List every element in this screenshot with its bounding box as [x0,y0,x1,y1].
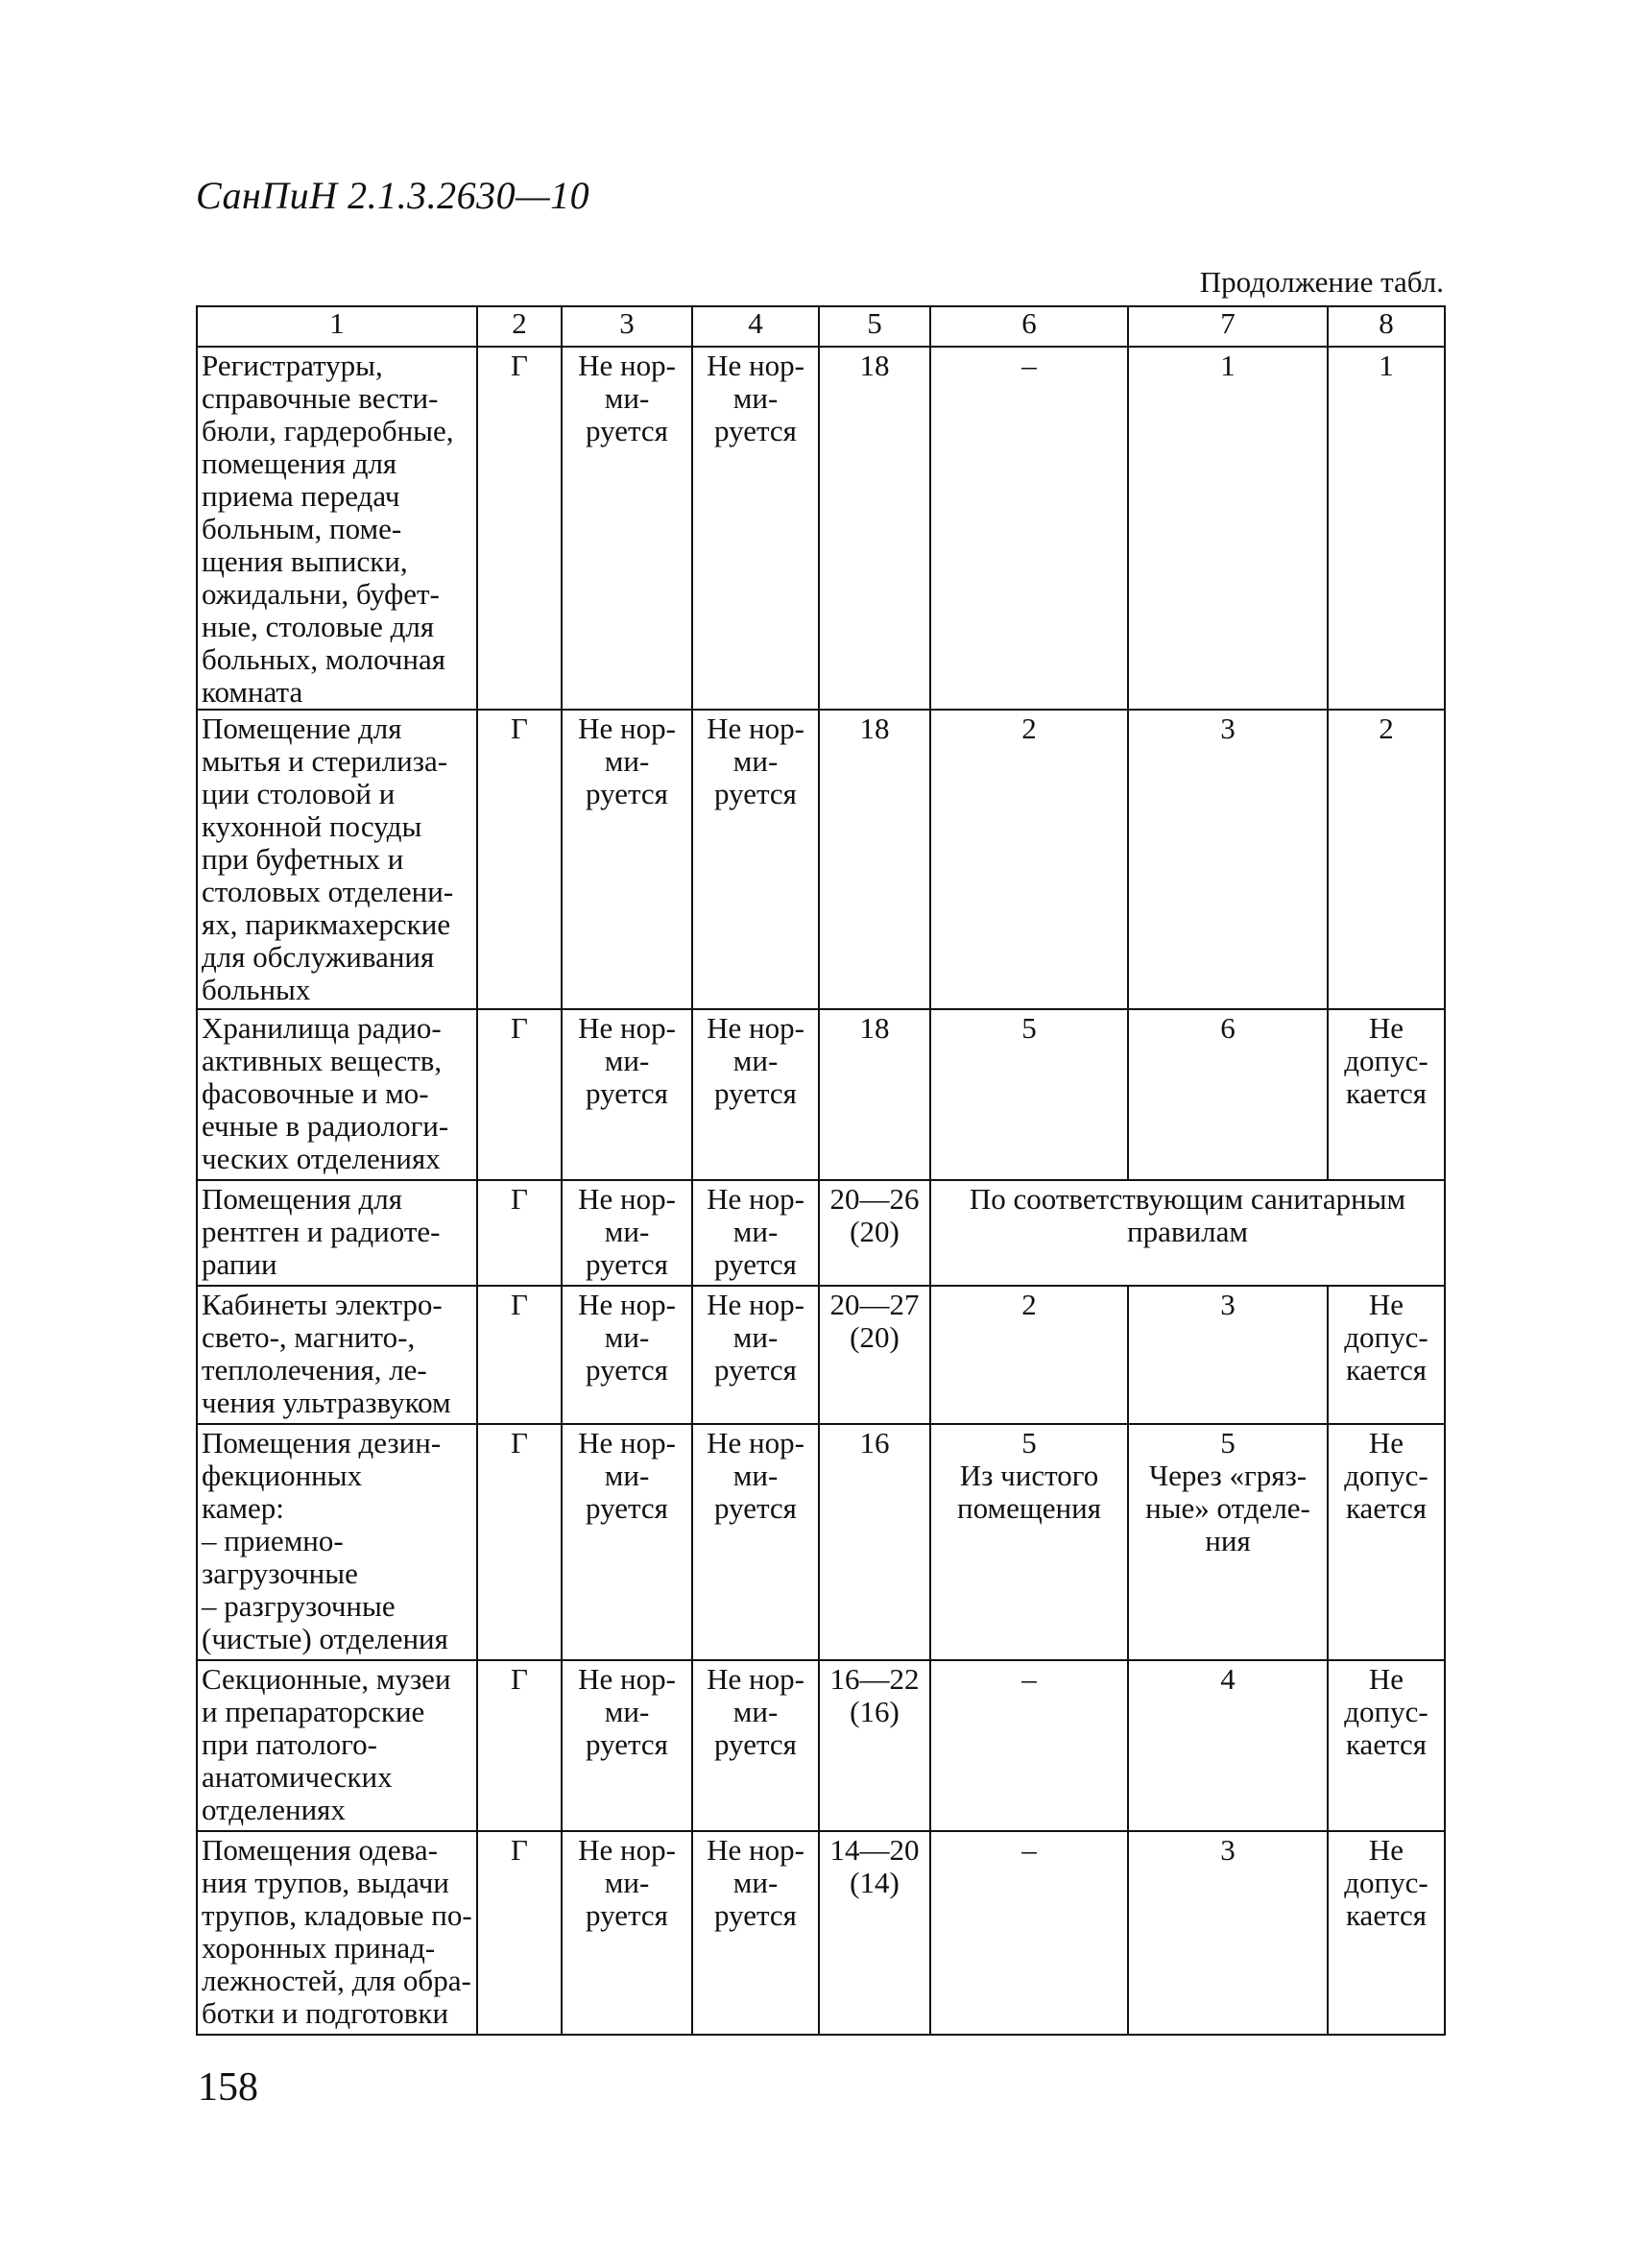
column-number: 7 [1128,306,1328,347]
column-number: 4 [692,306,819,347]
table-cell: Не допус- кается [1328,1660,1445,1831]
table-cell: 16 [819,1424,930,1660]
merged-note-cell: По соответствующим санитарным правилам [930,1180,1445,1286]
table-cell: Не нор- ми- руется [692,1009,819,1180]
table-cell: 18 [819,347,930,710]
table-cell: 14—20 (14) [819,1831,930,2035]
table-row [197,1180,1445,1286]
table-cell: Не нор- ми- руется [562,1424,692,1660]
table-row [197,1424,1445,1660]
table-cell: – [930,1831,1128,2035]
table-row [197,1660,1445,1831]
column-number: 3 [562,306,692,347]
table-cell: 1 [1128,347,1328,710]
table-cell: Г [477,710,562,1009]
table-cell: Не нор- ми- руется [562,1009,692,1180]
table-cell: Не допус- кается [1328,1286,1445,1424]
column-number: 1 [197,306,477,347]
table-cell: Не допус- кается [1328,1424,1445,1660]
room-type-cell: Регистратуры, справочные вести- бюли, гардеробные, помещения для приема передач больным, поме- щения выписки, ожидальни, буфет- ные, столовые для больных, молочная комната [197,347,477,710]
table-cell: Г [477,1286,562,1424]
table-row [197,1831,1445,2035]
table-cell: Не нор- ми- руется [692,347,819,710]
room-type-cell: Помещения одева- ния трупов, выдачи трупов, кладовые по- хоронных принад- лежностей, для обра- ботки и подготовки [197,1831,477,2035]
table-cell: 18 [819,710,930,1009]
table-cell: Не нор- ми- руется [562,347,692,710]
page-number: 158 [198,2065,258,2110]
table-cell: Не допус- кается [1328,1831,1445,2035]
table-cell: 5 [930,1009,1128,1180]
table-cell: 20—27 (20) [819,1286,930,1424]
table-cell: – [930,347,1128,710]
table-cell: Не нор- ми- руется [562,1180,692,1286]
table-row [197,1286,1445,1424]
table-row [197,1009,1445,1180]
document-title: СанПиН 2.1.3.2630—10 [196,174,590,217]
table-cell: Не нор- ми- руется [692,710,819,1009]
table-cell: 2 [1328,710,1445,1009]
table-cell: 3 [1128,1831,1328,2035]
table-cell: Не нор- ми- руется [692,1424,819,1660]
table-cell: Не нор- ми- руется [562,1660,692,1831]
room-type-cell: Секционные, музеи и препараторские при патолого- анатомических отделениях [197,1660,477,1831]
table-cell: 5 Через «гряз- ные» отделе- ния [1128,1424,1328,1660]
table-row [197,710,1445,1009]
table-cell: 5 Из чистого помещения [930,1424,1128,1660]
room-type-cell: Кабинеты электро- свето-, магнито-, теплолечения, ле- чения ультразвуком [197,1286,477,1424]
table-row [197,347,1445,710]
table-cell: – [930,1660,1128,1831]
column-number: 6 [930,306,1128,347]
sanitary-norms-table [196,305,1446,2036]
column-number-row [197,306,1445,347]
table-cell: 20—26 (20) [819,1180,930,1286]
room-type-cell: Хранилища радио- активных веществ, фасовочные и мо- ечные в радиологи- ческих отделениях [197,1009,477,1180]
table-cell: 2 [930,1286,1128,1424]
table-cell: 3 [1128,1286,1328,1424]
table-cell: Г [477,1831,562,2035]
table-cell: Не нор- ми- руется [562,1831,692,2035]
table-cell: 18 [819,1009,930,1180]
table-cell: Не допус- кается [1328,1009,1445,1180]
table-cell: 1 [1328,347,1445,710]
table-cell: Г [477,1424,562,1660]
table-cell: 16—22 (16) [819,1660,930,1831]
table-cell: 6 [1128,1009,1328,1180]
table-cell: 4 [1128,1660,1328,1831]
table-cell: Не нор- ми- руется [562,1286,692,1424]
table-cell: Не нор- ми- руется [562,710,692,1009]
table-cell: 3 [1128,710,1328,1009]
table-cell: 2 [930,710,1128,1009]
column-number: 2 [477,306,562,347]
table-cell: Г [477,1180,562,1286]
room-type-cell: Помещение для мытья и стерилиза- ции столовой и кухонной посуды при буфетных и столовых отделени- ях, парикмахерские для обслуживания больных [197,710,477,1009]
table-cell: Не нор- ми- руется [692,1286,819,1424]
column-number: 8 [1328,306,1445,347]
table-cell: Г [477,347,562,710]
table-cell: Не нор- ми- руется [692,1660,819,1831]
table-continuation-label: Продолжение табл. [1199,265,1444,299]
table-cell: Г [477,1660,562,1831]
table-cell: Не нор- ми- руется [692,1831,819,2035]
column-number: 5 [819,306,930,347]
room-type-cell: Помещения для рентген и радиоте- рапии [197,1180,477,1286]
room-type-cell: Помещения дезин- фекционных камер: – приемно- загрузочные – разгрузочные (чистые) отделения [197,1424,477,1660]
table-cell: Не нор- ми- руется [692,1180,819,1286]
table-cell: Г [477,1009,562,1180]
